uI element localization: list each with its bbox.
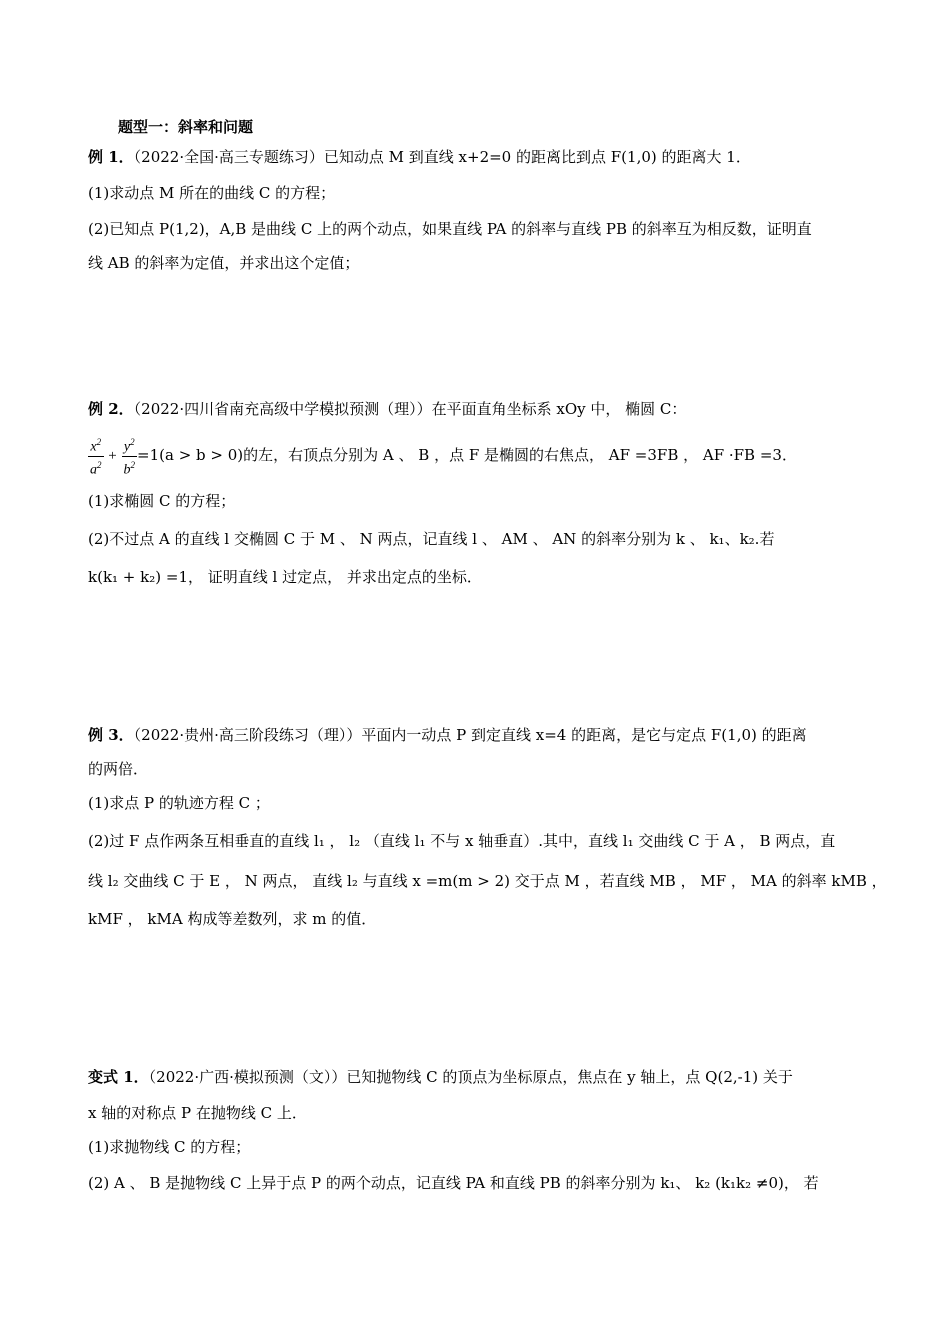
variant-1-label: 变式 1． — [88, 1068, 149, 1086]
example-3-line-1 — [88, 724, 868, 746]
example-1-line-1 — [88, 146, 868, 168]
example-1-label: 例 1． — [88, 148, 134, 166]
example-2-line-1 — [88, 398, 868, 420]
fraction-x2-a2: $\frac{x^2}{a^2}$ — [88, 434, 104, 478]
variant-1-line-1 — [88, 1066, 868, 1088]
example-3-line-3: (1)求点 P 的轨迹方程 C ； — [88, 794, 270, 812]
example-3-text-1: （2022·贵州·高三阶段练习（理））平面内一动点 P 到定直线 x=4 的距离，是它与定点 F(1,0) 的距离 — [133, 726, 807, 744]
example-2-text-1: （2022·四川省南充高级中学模拟预测（理））在平面直角坐标系 xOy 中， 椭圆 C： — [133, 400, 687, 418]
section-title: 题型一：斜率和问题 — [118, 118, 254, 136]
example-1-text-1: （2022·全国·高三专题练习）已知动点 M 到直线 x+2=0 的距离比到点 F(1,0) 的距离大 1． — [133, 148, 751, 166]
example-1-line-3: (2)已知点 P(1,2)，A,B 是曲线 C 上的两个动点，如果直线 PA 的斜率与直线 PB 的斜率互为相反数，证明直 — [88, 220, 812, 238]
example-2-text-2: =1(a > b > 0)的左，右顶点分别为 A 、 B ，点 F 是椭圆的右焦点， AF =3FB ， AF ·FB =3． — [137, 446, 797, 465]
example-2-label: 例 2． — [88, 400, 134, 418]
example-1-line-4: 线 AB 的斜率为定值，并求出这个定值； — [88, 254, 360, 272]
example-1-line-2: (1)求动点 M 所在的曲线 C 的方程； — [88, 184, 336, 202]
example-3-line-2: 的两倍． — [88, 760, 149, 778]
example-3-line-4: (2)过 F 点作两条互相垂直的直线 l₁ ， l₂ （直线 l₁ 不与 x 轴垂直）.其中，直线 l₁ 交曲线 C 于 A ， B 两点，直 — [88, 832, 836, 850]
example-3-label: 例 3． — [88, 726, 134, 744]
variant-1-line-3: (1)求抛物线 C 的方程； — [88, 1138, 251, 1156]
fraction-y2-b2: $\frac{y^2}{b^2}$ — [122, 434, 138, 478]
example-2-line-4: (2)不过点 A 的直线 l 交椭圆 C 于 M 、 N 两点，记直线 l 、 AM 、 AN 的斜率分别为 k 、 k₁、k₂.若 — [88, 530, 775, 548]
variant-1-text-1: （2022·广西·模拟预测（文））已知抛物线 C 的顶点为坐标原点，焦点在 y 轴上，点 Q(2,-1) 关于 — [148, 1068, 793, 1086]
variant-1-line-4: (2) A 、 B 是抛物线 C 上异于点 P 的两个动点，记直线 PA 和直线 PB 的斜率分别为 k₁、 k₂ (k₁k₂ ≠0)， 若 — [88, 1174, 819, 1192]
example-3-line-5: 线 l₂ 交曲线 C 于 E ， N 两点， 直线 l₂ 与直线 x =m(m > 2) 交于点 M ，若直线 MB ， MF ， MA 的斜率 kMB ， — [88, 872, 887, 890]
example-2-line-5: k(k₁ + k₂) =1， 证明直线 l 过定点， 并求出定点的坐标． — [88, 568, 482, 586]
example-2-line-2: $\frac{x^2}{a^2}$ + $\frac{y^2}{b^2}$ =1(a > b > 0)的左，右顶点分别为 A 、 B ，点 F 是椭圆的右焦点， AF =3FB ， AF ·FB =3． — [88, 434, 868, 478]
variant-1-line-2: x 轴的对称点 P 在抛物线 C 上． — [88, 1104, 307, 1122]
example-3-line-6: kMF ， kMA 构成等差数列，求 m 的值． — [88, 910, 377, 928]
example-2-line-3: (1)求椭圆 C 的方程； — [88, 492, 236, 510]
